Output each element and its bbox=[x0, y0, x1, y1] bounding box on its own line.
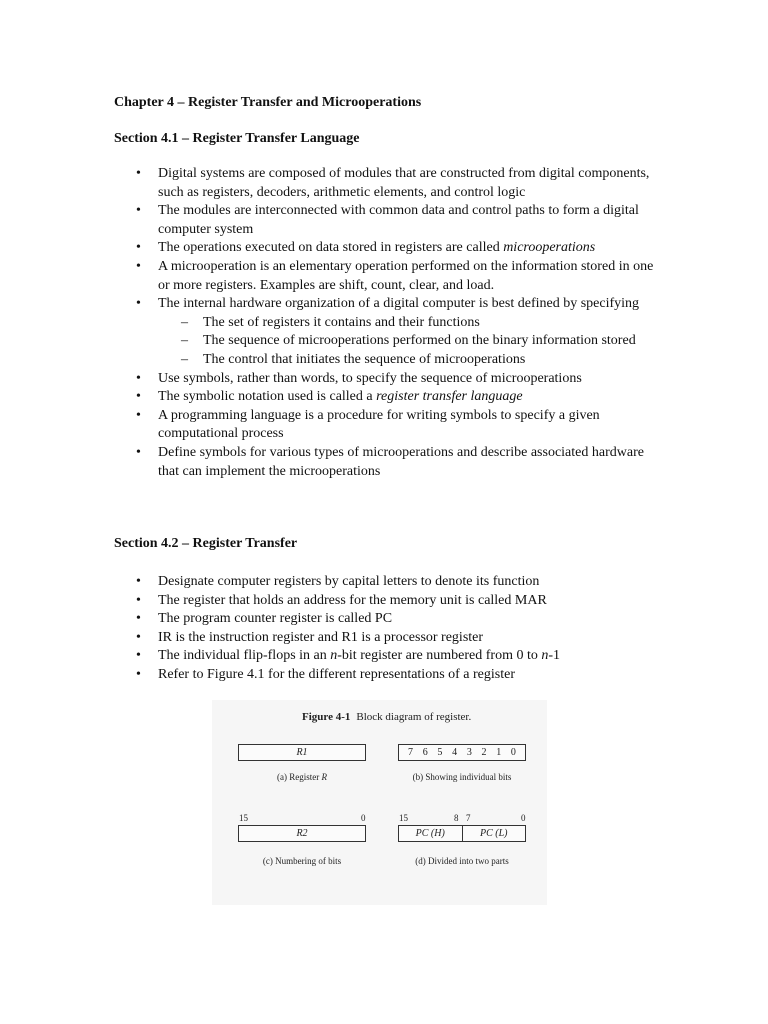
register-bits-box bbox=[398, 744, 526, 761]
bit-number-7: 7 bbox=[466, 813, 471, 823]
list-item: • The modules are interconnected with common data and control paths to form a digital computer system bbox=[158, 202, 658, 239]
bit-number-0: 0 bbox=[521, 813, 526, 823]
bit-cell: 6 bbox=[422, 747, 428, 758]
subfigure-d-caption: (d) Divided into two parts bbox=[415, 856, 509, 866]
section-4-2-list bbox=[158, 573, 658, 685]
sub-list-item: – The set of registers it contains and their functions bbox=[203, 314, 643, 333]
section-4-2-title: Section 4.2 – Register Transfer bbox=[114, 536, 298, 551]
list-item bbox=[158, 295, 658, 369]
section-4-1-title: Section 4.1 – Register Transfer Language bbox=[114, 131, 360, 146]
register-r1-box bbox=[238, 744, 366, 761]
subfigure-a-caption bbox=[238, 772, 366, 782]
bit-cell: 5 bbox=[437, 747, 443, 758]
sub-list-item: – The control that initiates the sequence of microoperations bbox=[203, 351, 643, 370]
caption-text: (a) Register bbox=[277, 772, 322, 782]
list-item-text: -bit register are numbered from 0 to bbox=[337, 648, 542, 664]
pc-high-half: PC (H) bbox=[415, 828, 445, 839]
section-4-1-list bbox=[158, 165, 658, 481]
sub-list bbox=[158, 314, 643, 370]
list-item-emphasis: n bbox=[541, 648, 549, 664]
list-item: • The register that holds an address for the memory unit is called MAR bbox=[158, 592, 658, 611]
list-item: • IR is the instruction register and R1 is a processor register bbox=[158, 629, 658, 648]
subfigure-c-caption: (c) Numbering of bits bbox=[262, 856, 342, 866]
chapter-title: Chapter 4 – Register Transfer and Microoperations bbox=[114, 95, 422, 110]
sub-list-item: – The sequence of microoperations performed on the binary information stored bbox=[203, 332, 643, 351]
figure-number: Figure 4-1 bbox=[302, 711, 351, 723]
list-item-text: The internal hardware organization of a digital computer is best defined by specifying bbox=[158, 296, 640, 312]
list-item: • Use symbols, rather than words, to specify the sequence of microoperations bbox=[158, 370, 658, 389]
list-item-text: The operations executed on data stored in registers are called bbox=[158, 240, 504, 256]
list-item: • Refer to Figure 4.1 for the different representations of a register bbox=[158, 666, 658, 685]
list-item bbox=[158, 647, 658, 666]
list-item bbox=[158, 388, 658, 407]
caption-emphasis: R bbox=[321, 772, 327, 782]
bit-number-15: 15 bbox=[399, 813, 408, 823]
bit-cell: 7 bbox=[408, 747, 413, 758]
register-label: R1 bbox=[296, 747, 308, 758]
register-label: R2 bbox=[296, 828, 308, 839]
list-item-emphasis: n bbox=[330, 648, 338, 664]
bit-number-0: 0 bbox=[361, 813, 366, 823]
list-item: • Digital systems are composed of modules that are constructed from digital components, such as registers, decoders, arithmetic elements, and control logic bbox=[158, 165, 658, 202]
list-item: • Define symbols for various types of microoperations and describe associated hardware that can implement the microoperations bbox=[158, 444, 658, 481]
list-item-text: The symbolic notation used is called a bbox=[158, 389, 377, 405]
pc-low-half: PC (L) bbox=[462, 826, 526, 841]
list-item-text: The individual flip-flops in an bbox=[158, 648, 331, 664]
bit-cell: 4 bbox=[452, 747, 458, 758]
list-item bbox=[158, 239, 658, 258]
figure-4-1 bbox=[212, 700, 547, 905]
register-r2-box bbox=[238, 825, 366, 842]
bit-number-15: 15 bbox=[239, 813, 248, 823]
subfigure-b-caption: (b) Showing individual bits bbox=[412, 772, 512, 782]
list-item: • Designate computer registers by capital letters to denote its function bbox=[158, 573, 658, 592]
bit-cell: 0 bbox=[510, 747, 516, 758]
list-item-text: -1 bbox=[548, 648, 561, 664]
list-item: • The program counter register is called PC bbox=[158, 610, 658, 629]
bit-number-8: 8 bbox=[454, 813, 459, 823]
bit-cell: 1 bbox=[496, 747, 502, 758]
list-item-emphasis: register transfer language bbox=[376, 389, 523, 405]
bit-cell: 3 bbox=[466, 747, 472, 758]
list-item-emphasis: microoperations bbox=[503, 240, 596, 256]
register-pc-box bbox=[398, 825, 526, 842]
list-item: • A microoperation is an elementary operation performed on the information stored in one or more registers. Examples are shift, count, clear, and load. bbox=[158, 258, 658, 295]
list-item: • A programming language is a procedure for writing symbols to specify a given computational process bbox=[158, 407, 658, 444]
figure-caption bbox=[302, 711, 471, 723]
bit-cell: 2 bbox=[481, 747, 487, 758]
figure-caption-text: Block diagram of register. bbox=[356, 711, 472, 723]
